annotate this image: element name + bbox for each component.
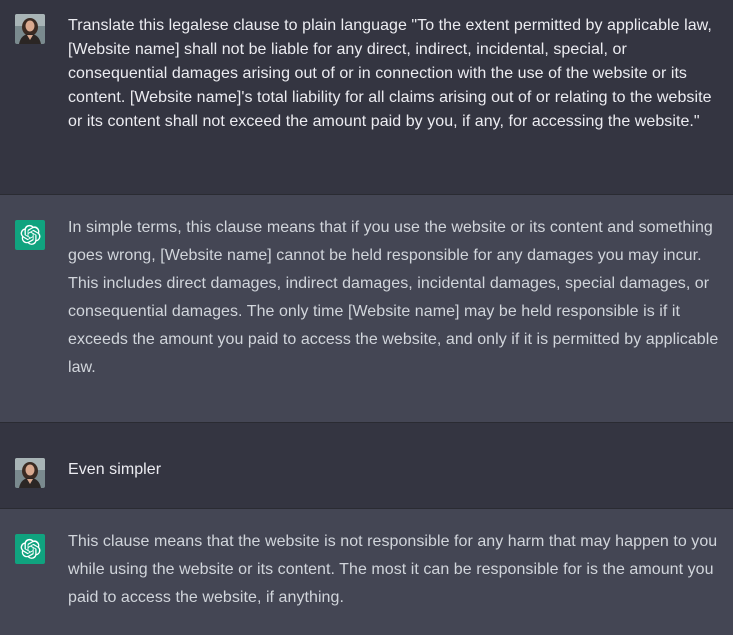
assistant-message-text: This clause means that the website is not responsible for any harm that may happen to you while using the website or its content. The most it can be responsible for is the amount you paid to access the website, if anything.: [68, 533, 718, 606]
user-avatar-photo-icon: [15, 458, 45, 488]
user-avatar: [15, 14, 45, 44]
user-avatar: [15, 458, 45, 488]
user-message-text: Translate this legalese clause to plain language "To the extent permitted by applicable law, [Website name] shall not be liable for any direct, indirect, incidental, special, or consequential damages arising out of or in connection with the use of the website or its content. [Website name]'s total liability for all claims arising out of or relating to the website or its content shall not exceed the amount paid by you, if any, for accessing the website.": [68, 17, 712, 130]
chatgpt-logo-icon: [19, 538, 41, 560]
assistant-message-text: In simple terms, this clause means that if you use the website or its content and something goes wrong, [Website name] cannot be held responsible for any damages you may incur. This includes direct damages, indirect damages, incidental damages, special damages, or consequential damages. The only time [Website name] may be held responsible is if it exceeds the amount you paid to access the website, and only if it is permitted by applicable law.: [68, 219, 719, 376]
user-avatar-photo-icon: [15, 14, 45, 44]
chatgpt-logo-icon: [19, 224, 41, 246]
assistant-avatar: [15, 220, 45, 250]
assistant-message: [0, 509, 733, 635]
user-message-text: Even simpler: [68, 461, 162, 478]
user-message: [0, 0, 733, 195]
assistant-avatar: [15, 534, 45, 564]
user-message: [0, 423, 733, 509]
assistant-message: [0, 195, 733, 423]
